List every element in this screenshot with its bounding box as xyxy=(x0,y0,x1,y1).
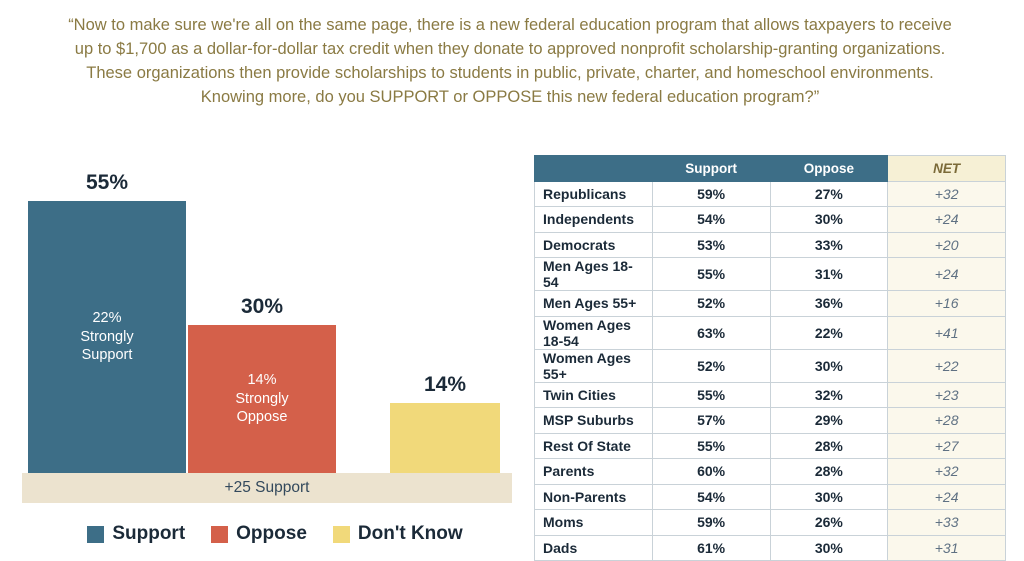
bar-inner-line-3: Oppose xyxy=(236,409,288,426)
table-row xyxy=(535,484,1006,510)
table-cell-group: Non-Parents xyxy=(535,484,653,510)
bar-chart xyxy=(0,155,520,545)
net-support-bar: +25 Support xyxy=(22,473,512,503)
legend-label-support: Support xyxy=(112,523,186,544)
table-cell-support: 55% xyxy=(652,258,770,291)
table-cell-support: 52% xyxy=(652,349,770,382)
table-header xyxy=(535,156,1006,182)
table-cell-oppose: 32% xyxy=(770,382,888,408)
table-cell-oppose: 28% xyxy=(770,459,888,485)
table-header-net: NET xyxy=(888,156,1006,182)
legend-item-dont-know xyxy=(333,523,463,545)
table-row xyxy=(535,207,1006,233)
table-cell-net: +31 xyxy=(888,535,1006,561)
table-cell-group: Men Ages 55+ xyxy=(535,291,653,317)
chart-legend xyxy=(40,523,510,545)
bar-value-label-dont-know: 14% xyxy=(423,373,467,396)
table-row xyxy=(535,433,1006,459)
table-header-group xyxy=(535,156,653,182)
table-cell-net: +32 xyxy=(888,181,1006,207)
table-cell-support: 54% xyxy=(652,484,770,510)
question-text: “Now to make sure we're all on the same page, there is a new federal education program that allows taxpayers to receive up to $1,700 as a dollar-for-dollar tax credit when they donate to approved nonprofit scholarship-granting organizations. These organizations then provide scholarships to students in public, private, charter, and homeschool environments. Knowing more, do you SUPPORT or OPPOSE this new federal education program?” xyxy=(68,16,952,106)
table-cell-support: 52% xyxy=(652,291,770,317)
bar-inner-label-oppose xyxy=(235,371,288,427)
table-cell-net: +24 xyxy=(888,207,1006,233)
bar-inner-line-2: Strongly xyxy=(80,328,134,345)
table-cell-oppose: 33% xyxy=(770,232,888,258)
table-cell-net: +16 xyxy=(888,291,1006,317)
table-cell-group: Men Ages 18-54 xyxy=(535,258,653,291)
bar-value-label-oppose: 30% xyxy=(240,295,284,318)
table-cell-support: 63% xyxy=(652,316,770,349)
bar-inner-line-1: 22% xyxy=(92,310,122,327)
table-cell-support: 55% xyxy=(652,433,770,459)
table-cell-oppose: 30% xyxy=(770,535,888,561)
table-body xyxy=(535,181,1006,561)
table-cell-oppose: 30% xyxy=(770,349,888,382)
table-cell-oppose: 29% xyxy=(770,408,888,434)
table-cell-net: +20 xyxy=(888,232,1006,258)
table-cell-net: +24 xyxy=(888,258,1006,291)
table-cell-net: +22 xyxy=(888,349,1006,382)
table-cell-net: +23 xyxy=(888,382,1006,408)
table-cell-net: +32 xyxy=(888,459,1006,485)
table-cell-net: +28 xyxy=(888,408,1006,434)
table-cell-group: Dads xyxy=(535,535,653,561)
table-cell-oppose: 31% xyxy=(770,258,888,291)
bar-inner-line-2: Strongly xyxy=(235,390,289,407)
table-cell-oppose: 26% xyxy=(770,510,888,536)
table-cell-oppose: 36% xyxy=(770,291,888,317)
legend-swatch-oppose-icon xyxy=(211,526,228,543)
table-row xyxy=(535,291,1006,317)
legend-item-support xyxy=(87,523,185,545)
table-header-row xyxy=(535,156,1006,182)
table-cell-group: Women Ages 55+ xyxy=(535,349,653,382)
table-cell-oppose: 30% xyxy=(770,484,888,510)
breakdown-table xyxy=(534,155,1006,561)
legend-swatch-dont-know-icon xyxy=(333,526,350,543)
table-cell-group: Independents xyxy=(535,207,653,233)
legend-swatch-support-icon xyxy=(87,526,104,543)
table-row xyxy=(535,510,1006,536)
table-row xyxy=(535,459,1006,485)
table-cell-group: Rest Of State xyxy=(535,433,653,459)
table-cell-support: 61% xyxy=(652,535,770,561)
table-cell-group: Republicans xyxy=(535,181,653,207)
table-row xyxy=(535,349,1006,382)
bar-value-label-support: 55% xyxy=(85,171,129,194)
table-cell-oppose: 30% xyxy=(770,207,888,233)
table-cell-support: 55% xyxy=(652,382,770,408)
table-row xyxy=(535,408,1006,434)
table-cell-support: 54% xyxy=(652,207,770,233)
table-cell-support: 59% xyxy=(652,181,770,207)
bar-oppose xyxy=(188,325,336,473)
table-cell-oppose: 28% xyxy=(770,433,888,459)
table-cell-net: +33 xyxy=(888,510,1006,536)
legend-label-oppose: Oppose xyxy=(236,523,307,544)
bar-inner-line-1: 14% xyxy=(247,372,277,389)
table-row xyxy=(535,316,1006,349)
table-cell-group: Women Ages 18-54 xyxy=(535,316,653,349)
table-cell-support: 60% xyxy=(652,459,770,485)
table-row xyxy=(535,382,1006,408)
table-cell-support: 59% xyxy=(652,510,770,536)
bar-inner-line-3: Support xyxy=(81,347,133,364)
crosstab-table xyxy=(534,155,1006,561)
table-cell-net: +27 xyxy=(888,433,1006,459)
table-cell-support: 57% xyxy=(652,408,770,434)
table-cell-net: +24 xyxy=(888,484,1006,510)
table-row xyxy=(535,232,1006,258)
table-cell-oppose: 22% xyxy=(770,316,888,349)
table-row xyxy=(535,181,1006,207)
table-cell-support: 53% xyxy=(652,232,770,258)
table-cell-group: MSP Suburbs xyxy=(535,408,653,434)
table-cell-group: Twin Cities xyxy=(535,382,653,408)
table-cell-group: Parents xyxy=(535,459,653,485)
legend-label-dont-know: Don't Know xyxy=(357,523,463,544)
table-cell-group: Moms xyxy=(535,510,653,536)
table-header-oppose: Oppose xyxy=(770,156,888,182)
table-row xyxy=(535,535,1006,561)
table-cell-group: Democrats xyxy=(535,232,653,258)
table-cell-oppose: 27% xyxy=(770,181,888,207)
table-row xyxy=(535,258,1006,291)
bar-support xyxy=(28,201,186,473)
table-cell-net: +41 xyxy=(888,316,1006,349)
table-header-support: Support xyxy=(652,156,770,182)
legend-item-oppose xyxy=(211,523,307,545)
bar-dont-know xyxy=(390,403,500,473)
bar-inner-label-support xyxy=(80,309,133,365)
